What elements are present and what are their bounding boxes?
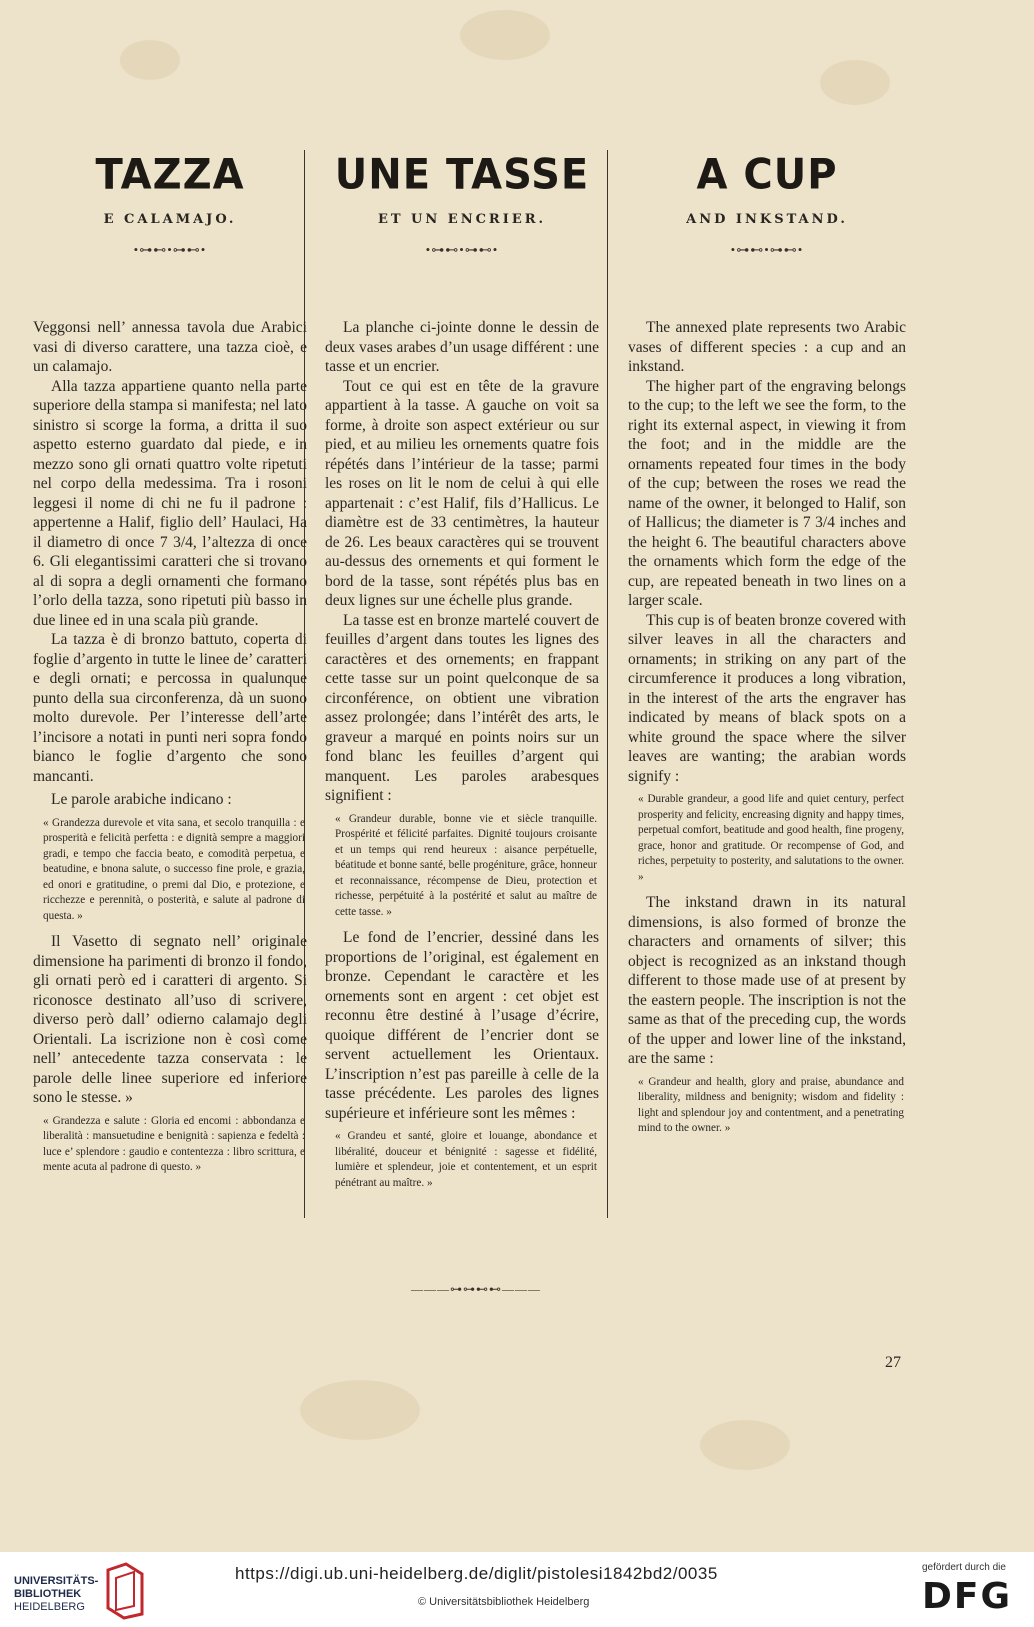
paragraph: The annexed plate represents two Arabic vases of different species : a cup and an inkstand. — [628, 319, 906, 375]
library-line: UNIVERSITÄTS- — [14, 1575, 99, 1587]
paper-stain — [120, 40, 180, 80]
library-line: HEIDELBERG — [14, 1601, 85, 1613]
paragraph: The higher part of the engraving belongs to the cup; to the left we see the form, to the right its external aspect, in viewing it from the foot; and in the middle are the ornaments repeated four times in the body of the cup; between the roses we read the name of the owner, it belonged to Halif, son of Hallicus; the diameter is 7 3/4 inches and the height 6. The beautiful characters above the ornaments which form the edge of the cup, are repeated beneath in two lines on a larger scale. — [628, 377, 906, 609]
paragraph: Le parole arabiche indicano : — [51, 791, 232, 808]
paragraph: Il Vasetto di segnato nell’ originale dimensione ha parimenti di bronzo il fondo, gli ornati però ed i caratteri di argento. Si riconosce destinato all’uso di scrivere, diverso però dall’ odierno calamajo degli Orientali. La iscrizione non è così come nell’ antecedente tazza conservata : le parole delle linee superiore ed inferiore sono le stesse. » — [33, 933, 307, 1106]
copyright-notice: © Universitätsbibliothek Heidelberg — [418, 1596, 590, 1608]
dfg-logo[interactable]: DFG — [922, 1576, 1013, 1617]
italian-subtitle: E CALAMAJO. — [103, 212, 237, 227]
viewer-footer — [0, 1552, 1034, 1627]
english-subtitle: AND INKSTAND. — [686, 212, 848, 227]
paragraph: Alla tazza appartiene quanto nella parte superiore della stampa si manifesta; nel lato sinistro si scorge la forma, a dritta il suo aspetto esterno guardato dal piede, e in mezzo sono gli ornati quattro volte ripetuti nel corpo della medessima. Tra i rosoni leggesi il nome di chi ne fu il padrone : appertenne a Halif, figlio dell’ Haulaci, Ha il diametro di once 7 3/4, l’altezza di once 6. Gli elegantissimi caratteri che si trovano al di sopra a degli ornamenti che formano l’orlo della tazza, sono ripetuti più basso in due linee ed in una scala più grande. — [33, 377, 307, 629]
french-subtitle: ET UN ENCRIER. — [377, 212, 547, 227]
quotation: « Grandeur and health, glory and praise, abundance and liberality, mildness and benignity; wisdom and fidelity : light and splendour joy and contentment, and a penetrating mind to the owner. » — [638, 1075, 904, 1134]
quotation: « Grandeur durable, bonne vie et siècle tranquille. Prospérité et félicité parfaites. Dignité toujours croisante et un temps qui rend heureux : aisance perpétuelle, béatitude et bonne santé, belle progéniture, grâce, honneur et reconnaissance, récompense de Dieu, protection et richesse, perpétuité à la postérité et salut au maître de cette tasse. » — [335, 812, 597, 918]
page-number: 27 — [885, 1354, 901, 1371]
ornament-divider: •⊶⊷•⊶⊷• — [133, 242, 207, 257]
paragraph: Veggonsi nell’ annessa tavola due Arabici vasi di diverso carattere, una tazza cioè, e un calamajo. — [33, 319, 307, 375]
quotation: « Grandeu et santé, gloire et louange, abondance et libéralité, douceur et bénignité : sagesse et fidélité, lumière et splendeur, joie et contentement, et un esprit pénétrant au maître. » — [335, 1130, 597, 1189]
paragraph: La tasse est en bronze martelé couvert de feuilles d’argent dans toutes les lignes des caractères et des ornements; en frappant cette tasse sur un point quelconque de sa circonférence, on obtient une vibration assez prolongée; dans l’intérêt des arts, le graveur a marqué en points noirs sur un fond blanc les feuilles d’argent qui manquent. Les paroles arabesques signifient : — [325, 611, 599, 804]
paragraph: Tout ce qui est en tête de la gravure appartient à la tasse. A gauche on voit sa forme, à droite son aspect extérieur ou sur pied, et au milieu les ornements quatre fois répétés dans l’intérieur de la tasse; parmi les roses on lit le nom de celui à qui elle appartenait : c’est Halif, fils d’Hallicus. Le diamètre est de 33 centimètres, la hauteur de 26. Les beaux caractères qui se trouvent au-dessus des ornements et qui forment le bord de la tasse, sont répétés plus bas en deux lignes sur une échelle plus grande. — [325, 377, 599, 609]
french-column — [325, 150, 599, 1199]
paragraph: La planche ci-jointe donne le dessin de deux vases arabes d’un usage différent : une tasse et un encrier. — [325, 319, 599, 375]
paragraph: The inkstand drawn in its natural dimensions, is also formed of bronze the characters and ornaments of silver; this object is recognized as an inkstand though different to those made use of at present by the eastern people. The inscription is not the same as that of the preceding cup, the words of the upper and lower line of the inkstand, are the same : — [628, 894, 906, 1067]
bottom-ornament: ———⊶⊶⊷⊷——— — [411, 1282, 541, 1296]
english-column — [628, 150, 906, 1145]
funding-note: gefördert durch die — [922, 1562, 1006, 1573]
italian-title: TAZZA — [95, 150, 245, 200]
library-name[interactable] — [14, 1575, 98, 1614]
paragraph: Le fond de l’encrier, dessiné dans les proportions de l’original, est également en bronze. Cependant le caractère et les ornements sont en argent : cet objet est reconnu être destiné à l’usage d’écrire, quoique différent de l’encrier dont se servent actuellement les Orientaux. L’inscription n’est pas pareille à celle de la tasse précédente. Les paroles des lignes supérieure et inférieure sont les mêmes : — [325, 929, 599, 1122]
permalink-url[interactable]: https://digi.ub.uni-heidelberg.de/diglit/pistolesi1842bd2/0035 — [235, 1564, 718, 1583]
ornament-divider: •⊶⊷•⊶⊷• — [425, 242, 499, 257]
ornament-divider: •⊶⊷•⊶⊷• — [730, 242, 804, 257]
quotation: « Grandezza e salute : Gloria ed encomi : abbondanza e liberalità : mansuetudine e benignità : sapienza e fedeltà : luce e’ splendore : gaudio e contentezza : libro scrittura, e mente acuta al padrone di questo. » — [43, 1114, 305, 1173]
paragraph: La tazza è di bronzo battuto, coperta di foglie d’argento in tutte le linee de’ caratteri e degli ornati; e percossa in qualunque punto della sua circonferenza, dà un suono molto durevole. Per l’interesse dell’arte l’incisore a notati in punti neri sopra fondo bianco le foglie d’argento che sono mancanti. — [33, 631, 307, 785]
quotation: « Grandezza durevole et vita sana, et secolo tranquilla : e prosperità e felicità perfetta : e dignità sempre a maggiori gradi, e tempo che faccia beato, e comodità perpetua, e beatudine, e bnona salute, o successo fine prole, e grazia, ed onori e gratitudine, o premi dal Dio, e protezione, e ricchezze e perennità, o posterità, e salute al padrone di questa. » — [43, 816, 305, 922]
english-title: A CUP — [696, 150, 838, 200]
paper-stain — [820, 60, 890, 105]
paper-stain — [700, 1420, 790, 1470]
column-divider — [607, 150, 608, 1218]
french-title: UNE TASSE — [334, 150, 590, 200]
paper-stain — [460, 10, 550, 60]
paragraph: This cup is of beaten bronze covered with silver leaves in all the characters and ornaments; in striking on any part of the circumference it produces a long vibration, in the interest of the arts the engraver has indicated by means of black spots on a white ground the space where the silver leaves are wanting; the arabian words signify : — [628, 611, 906, 785]
italian-column — [33, 150, 307, 1184]
library-line: BIBLIOTHEK — [14, 1588, 82, 1600]
quotation: « Durable grandeur, a good life and quiet century, perfect prosperity and felicity, encreasing dignity and happy times, perpetual comfort, beatitude and good health, fine progeny, grace, honor and gratitude. Or recompense of God, and riches, perpetuity to posterity, and salutations to the owner. » — [638, 793, 904, 883]
paper-stain — [300, 1380, 420, 1440]
library-logo-icon[interactable] — [104, 1560, 146, 1620]
